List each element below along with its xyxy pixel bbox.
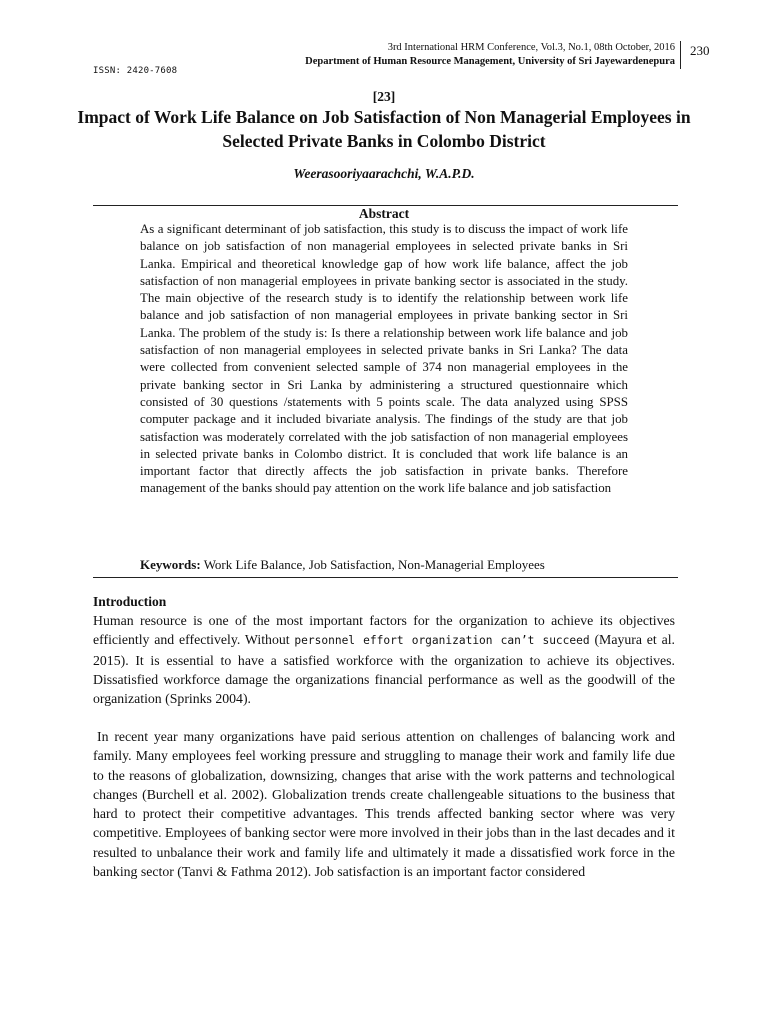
department-header: Department of Human Resource Management, University of Sri Jayewardenepura: [305, 56, 675, 67]
abstract-bottom-rule: [93, 577, 678, 578]
introduction-paragraph-1: [93, 611, 675, 708]
abstract-text: As a significant determinant of job satisfaction, this study is to discuss the impact of work life balance on job satisfaction of non managerial employees in selected private banks in Sri Lanka. Empirical and theoretical knowledge gap of how work life balance, affect the job satisfaction of non managerial employees in private banking sector is associated in the study. The main objective of the research study is to identify the relationship between work life balance and job satisfaction of non managerial employees in private banking sector in Sri Lanka. The problem of the study is: Is there a relationship between work life balance and job satisfaction of non managerial employees in selected private banks in Sri Lanka? The data were collected from convenient selected sample of 374 non managerial employees in the private banking sector in Sri Lanka by administering a structured questionnaire which consisted of 30 questions /statements with 5 points scale. The data analyzed using SPSS computer package and it included bivariate analysis. The findings of the study are that job satisfaction was moderately correlated with the job satisfaction of non managerial employees in selected private banks in Colombo district. It is concluded that work life balance is an important factor that directly affects the job satisfaction in private banks. Therefore management of the banks should pay attention on the work life balance and job satisfaction: [140, 222, 628, 496]
keywords-label: Keywords:: [140, 557, 201, 572]
page-number: 230: [690, 43, 710, 58]
paper-number: [23]: [372, 89, 396, 104]
introduction-paragraph-2: In recent year many organizations have paid serious attention on challenges of balancing work and family. Many employees feel working pressure and struggling to manage their work and family life due to the reasons of globalization, downsizing, changes that arise with the work patterns and technological changes (Burchell et al. 2002). Globalization trends create challengeable situations to the business that hard to protect their competitive advantages. This trends affected banking sector where was very competitive. Employees of banking sector were more involved in their jobs than in the last decades and it resulted to unbalance their work and family life and ultimately it made a dissatisfied work force in the banking sector (Tanvi & Fathma 2012). Job satisfaction is an important factor considered: [93, 729, 675, 880]
author: Weerasooriyaarachchi, W.A.P.D.: [293, 166, 475, 181]
conference-header: 3rd International HRM Conference, Vol.3, No.1, 08th October, 2016: [387, 42, 675, 53]
keywords-text: Work Life Balance, Job Satisfaction, Non-Managerial Employees: [203, 557, 545, 572]
issn: ISSN: 2420-7608: [93, 66, 178, 76]
introduction-heading: Introduction: [93, 594, 167, 609]
page-number-divider: [680, 41, 681, 69]
paper-title: Impact of Work Life Balance on Job Satisfaction of Non Managerial Employees in Selected Private Banks in Colombo District: [77, 107, 691, 151]
keywords: [140, 557, 545, 573]
paragraph-1-text-b: (Mayura et al. 2015). It is essential to have a satisfied workforce with the organization to achieve its objectives. Dissatisfied workforce damage the organizations financial performance as well as the goodwill of the organization (Sprinks 2004).: [93, 632, 675, 707]
paragraph-1-text-a: Human resource is one of the most important factors for the organization to achieve its objectives efficiently and effectively. Without: [93, 613, 675, 648]
abstract-heading: Abstract: [358, 206, 410, 221]
paragraph-1-mono-phrase: personnel effort organization can’t succeed: [294, 634, 590, 648]
